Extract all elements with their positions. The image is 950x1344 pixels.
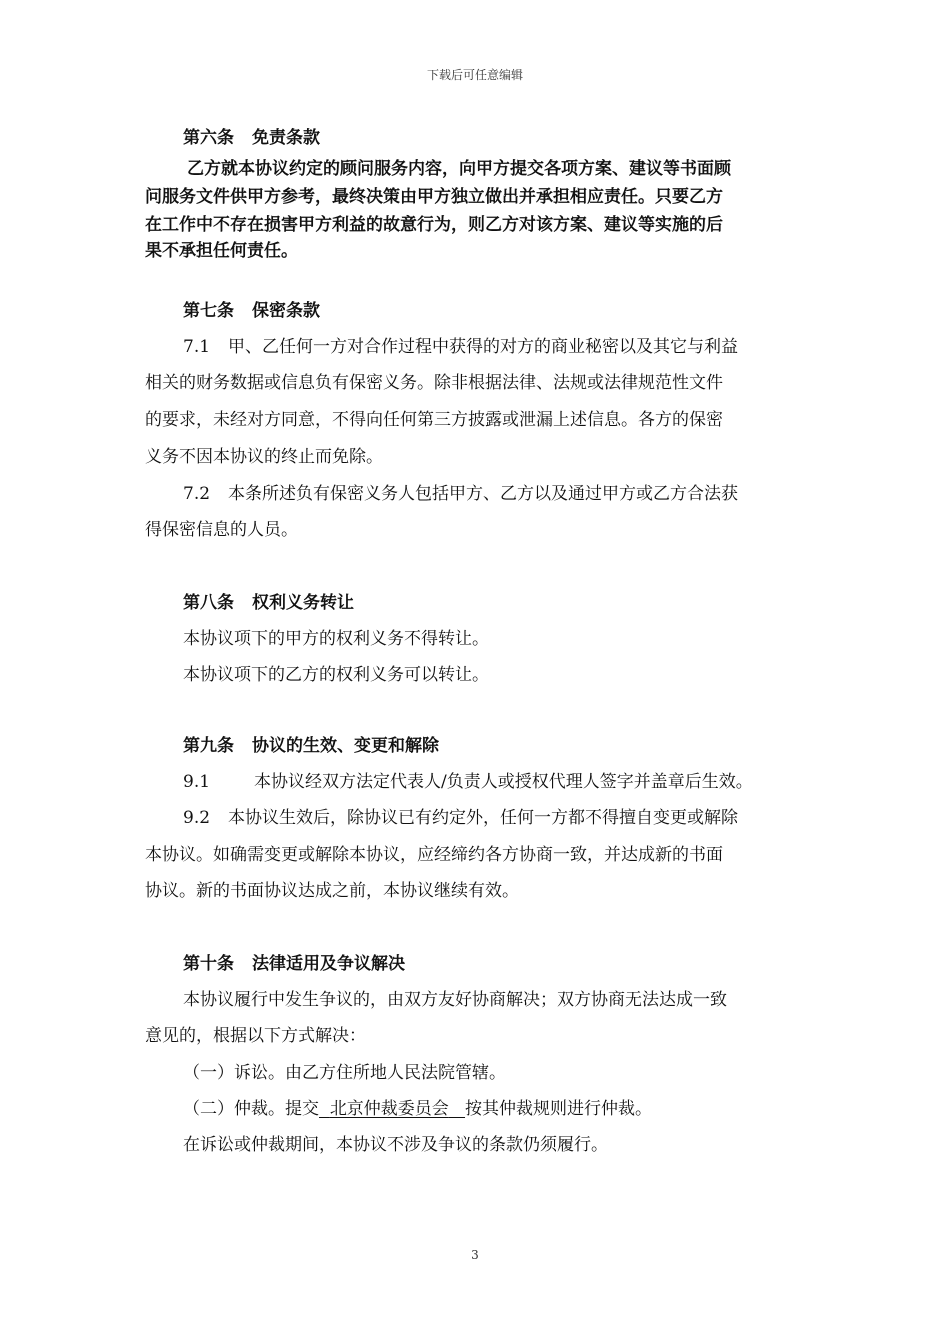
clause-9-2-line-2: 本协议。如确需变更或解除本协议，应经缔约各方协商一致，并达成新的书面 (145, 845, 723, 865)
section-8-title (183, 592, 815, 614)
page-header: 下载后可任意编辑 (426, 68, 523, 82)
section-10-final: 在诉讼或仲裁期间，本协议不涉及争议的条款仍须履行。 (183, 1135, 608, 1155)
section-8-heading: 权利义务转让 (252, 593, 354, 613)
clause-9-2-line-1 (183, 807, 815, 829)
section-6-line-4: 果不承担任何责任。 (145, 241, 298, 261)
section-6-line-3: 在工作中不存在损害甲方利益的故意行为，则乙方对该方案、建议等实施的后 (145, 215, 723, 235)
clause-7-1-number: 7.1 (183, 337, 211, 357)
section-7-heading: 保密条款 (252, 301, 320, 321)
section-6-line-2: 问服务文件供甲方参考，最终决策由甲方独立做出并承担相应责任。只要乙方 (145, 187, 723, 207)
clause-7-2-text: 本条所述负有保密义务人包括甲方、乙方以及通过甲方或乙方合法获 (228, 484, 739, 504)
clause-7-2-line-1 (183, 483, 815, 505)
section-10-heading: 法律适用及争议解决 (252, 954, 405, 974)
section-8-line-2: 本协议项下的乙方的权利义务可以转让。 (183, 665, 489, 685)
section-7-number: 第七条 (183, 301, 234, 321)
clause-9-1-line (183, 771, 815, 793)
section-10-line-1: 本协议履行中发生争议的，由双方友好协商解决；双方协商无法达成一致 (183, 990, 727, 1010)
section-8-number: 第八条 (183, 593, 234, 613)
page-number: 3 (471, 1248, 479, 1262)
section-7-title (183, 300, 815, 322)
clause-7-2-line-2: 得保密信息的人员。 (145, 520, 298, 540)
section-9-heading: 协议的生效、变更和解除 (252, 736, 439, 756)
clause-9-1-number: 9.1 (183, 772, 211, 792)
section-6-title (183, 127, 815, 149)
section-6-number: 第六条 (183, 128, 234, 148)
section-10-item-2 (183, 1098, 815, 1120)
section-10-line-2: 意见的，根据以下方式解决： (145, 1026, 366, 1046)
section-9-number: 第九条 (183, 736, 234, 756)
clause-7-1-text: 甲、乙任何一方对合作过程中获得的对方的商业秘密以及其它与利益 (228, 337, 739, 357)
item-2-suffix: 按其仲裁规则进行仲裁。 (465, 1099, 653, 1119)
item-2-prefix: （二）仲裁。提交 (183, 1099, 319, 1119)
section-6-heading: 免责条款 (252, 128, 320, 148)
clause-7-1-line-2: 相关的财务数据或信息负有保密义务。除非根据法律、法规或法律规范性文件 (145, 373, 723, 393)
section-10-title (183, 953, 815, 975)
clause-7-2-number: 7.2 (183, 484, 211, 504)
clause-7-1-line-3: 的要求，未经对方同意，不得向任何第三方披露或泄漏上述信息。各方的保密 (145, 410, 723, 430)
section-8-line-1: 本协议项下的甲方的权利义务不得转让。 (183, 629, 489, 649)
clause-9-1-text: 本协议经双方法定代表人/负责人或授权代理人签字并盖章后生效。 (254, 772, 753, 792)
clause-9-2-text: 本协议生效后，除协议已有约定外，任何一方都不得擅自变更或解除 (228, 808, 739, 828)
section-10-item-1: （一）诉讼。由乙方住所地人民法院管辖。 (183, 1063, 506, 1083)
clause-7-1-line-4: 义务不因本协议的终止而免除。 (145, 447, 383, 467)
clause-7-1-line-1 (183, 336, 815, 358)
arbitration-body-name: 北京仲裁委员会 (329, 1099, 449, 1119)
clause-9-2-line-3: 协议。新的书面协议达成之前，本协议继续有效。 (145, 881, 519, 901)
arbitration-body-blank (319, 1099, 465, 1119)
clause-9-2-number: 9.2 (183, 808, 211, 828)
section-9-title (183, 735, 815, 757)
section-6-line-1: 乙方就本协议约定的顾问服务内容，向甲方提交各项方案、建议等书面顾 (187, 159, 731, 179)
section-10-number: 第十条 (183, 954, 234, 974)
